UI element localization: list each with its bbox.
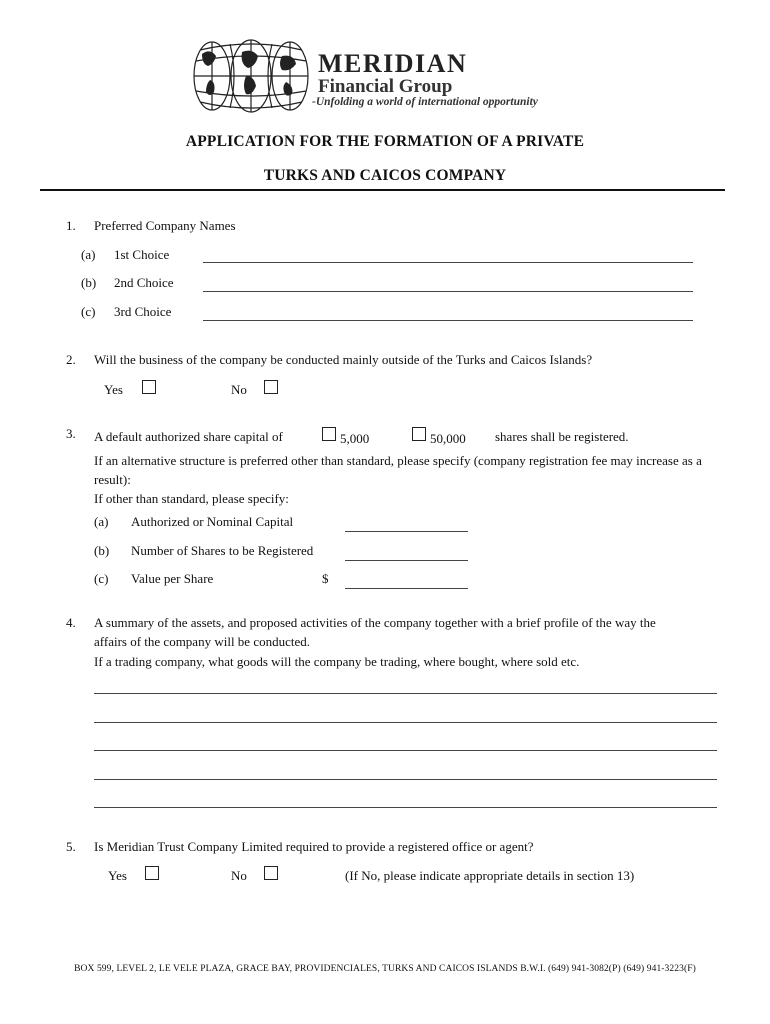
section2-question: Will the business of the company be conducted mainly outside of the Turks and Caicos Islands?	[94, 352, 593, 367]
brand-tagline: -Unfolding a world of international opportunity	[312, 96, 538, 108]
capital-5000-label: 5,000	[340, 431, 370, 446]
choice3-field[interactable]	[203, 320, 693, 321]
section2-yes-label: Yes	[104, 382, 123, 397]
choice1-label: 1st Choice	[114, 247, 170, 262]
section5-yes-checkbox[interactable]	[145, 866, 159, 880]
section5-question: Is Meridian Trust Company Limited required to provide a registered office or agent?	[94, 839, 534, 854]
choice2-letter: (b)	[81, 275, 97, 290]
section2-number: 2.	[66, 352, 76, 367]
form-title-line1: APPLICATION FOR THE FORMATION OF A PRIVATE	[185, 133, 585, 150]
capital-5000-checkbox[interactable]	[322, 427, 336, 441]
footer-address: BOX 599, LEVEL 2, LE VELE PLAZA, GRACE BAY, PROVIDENCIALES, TURKS AND CAICOS ISLANDS B.W.I. (649) 941-3082(P) (649) 941-3223(F)	[74, 964, 696, 974]
section2-yes-checkbox[interactable]	[142, 380, 156, 394]
section5-note: (If No, please indicate appropriate details in section 13)	[345, 868, 635, 883]
capital-item-a-letter: (a)	[94, 514, 109, 529]
summary-line-5[interactable]	[94, 807, 717, 808]
capital-50000-label: 50,000	[430, 431, 466, 446]
capital-item-c-label: Value per Share	[131, 571, 214, 586]
capital-item-c-letter: (c)	[94, 571, 109, 586]
brand-subtitle: Financial Group	[318, 76, 453, 97]
section5-no-label: No	[231, 868, 247, 883]
section3-tail: shares shall be registered.	[495, 429, 629, 444]
section3-alt-line2: result):	[94, 472, 131, 487]
section4-line1: A summary of the assets, and proposed activities of the company together with a brief profile of the way the	[94, 615, 656, 630]
section4-line3: If a trading company, what goods will the company be trading, where bought, where sold etc.	[94, 654, 580, 669]
capital-item-a-label: Authorized or Nominal Capital	[131, 514, 294, 529]
number-of-shares-field[interactable]	[345, 560, 468, 561]
summary-line-3[interactable]	[94, 750, 717, 751]
capital-item-b-letter: (b)	[94, 543, 110, 558]
summary-line-1[interactable]	[94, 693, 717, 694]
capital-item-b-label: Number of Shares to be Registered	[131, 543, 314, 558]
title-divider	[40, 189, 725, 191]
choice2-label: 2nd Choice	[114, 275, 174, 290]
nominal-capital-field[interactable]	[345, 531, 468, 532]
summary-line-4[interactable]	[94, 779, 717, 780]
choice3-letter: (c)	[81, 304, 96, 319]
section3-alt-line1: If an alternative structure is preferred other than standard, please specify (company registration fee may increase as a	[94, 453, 702, 468]
value-per-share-field[interactable]	[345, 588, 468, 589]
choice2-field[interactable]	[203, 291, 693, 292]
choice1-field[interactable]	[203, 262, 693, 263]
section2-no-checkbox[interactable]	[264, 380, 278, 394]
dollar-sign: $	[322, 571, 329, 586]
section5-yes-label: Yes	[108, 868, 127, 883]
section3-number: 3.	[66, 426, 76, 441]
brand-name: MERIDIAN	[318, 49, 468, 78]
meridian-globes-logo-icon	[190, 36, 312, 114]
section1-heading: Preferred Company Names	[94, 218, 236, 233]
choice3-label: 3rd Choice	[114, 304, 172, 319]
section3-specify: If other than standard, please specify:	[94, 491, 289, 506]
section1-number: 1.	[66, 218, 76, 233]
form-title-line2: TURKS AND CAICOS COMPANY	[263, 167, 507, 184]
section4-line2: affairs of the company will be conducted.	[94, 634, 310, 649]
section2-no-label: No	[231, 382, 247, 397]
section5-no-checkbox[interactable]	[264, 866, 278, 880]
choice1-letter: (a)	[81, 247, 96, 262]
capital-50000-checkbox[interactable]	[412, 427, 426, 441]
section3-lead: A default authorized share capital of	[94, 429, 283, 444]
section5-number: 5.	[66, 839, 76, 854]
section4-number: 4.	[66, 615, 76, 630]
summary-line-2[interactable]	[94, 722, 717, 723]
